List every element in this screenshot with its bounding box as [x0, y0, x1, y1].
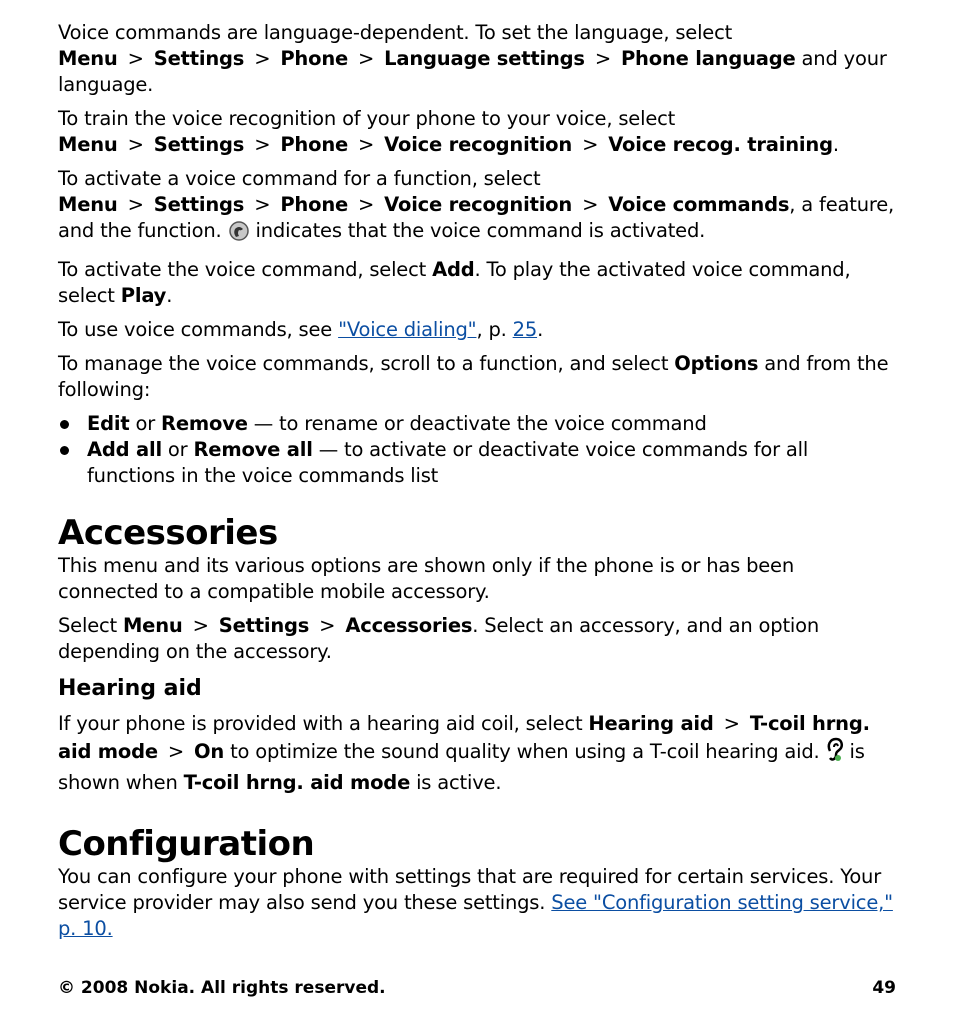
path-separator: > — [127, 193, 144, 216]
text: — to rename or deactivate the voice command — [247, 412, 707, 435]
text: . Select an accessory, and an option depending on the accessory. — [58, 614, 820, 663]
accessories-heading: Accessories — [58, 513, 278, 553]
menu-path-item: On — [194, 740, 225, 763]
path-separator: > — [127, 47, 144, 70]
text: . — [166, 284, 173, 307]
text: , p. — [476, 318, 513, 341]
menu-path-item: Menu — [122, 614, 183, 637]
option-name: Options — [674, 352, 759, 375]
copyright-notice: © 2008 Nokia. All rights reserved. — [58, 978, 386, 998]
paragraph-set-language — [58, 20, 896, 98]
menu-path-item: Hearing aid — [588, 712, 714, 735]
text: or — [161, 438, 194, 461]
configuration-heading: Configuration — [58, 824, 315, 864]
paragraph-train-voice — [58, 106, 896, 158]
configuration-setting-link[interactable]: See "Configuration setting service," p. 10. — [58, 891, 893, 940]
option-name: T-coil hrng. aid mode — [183, 771, 411, 794]
option-name: Remove — [161, 412, 248, 435]
page-number: 49 — [872, 978, 896, 998]
text: or — [129, 412, 162, 435]
path-separator: > — [167, 740, 185, 763]
option-name: Remove all — [193, 438, 313, 461]
menu-path-item: Phone — [280, 193, 349, 216]
menu-path-item: Voice recognition — [384, 133, 573, 156]
path-separator: > — [254, 193, 271, 216]
text: To use voice commands, see — [58, 318, 339, 341]
voice-command-icon — [228, 220, 250, 249]
text: Voice commands are language-dependent. To set the language, select — [58, 21, 733, 44]
path-separator: > — [594, 47, 611, 70]
menu-path-item: Settings — [218, 614, 310, 637]
menu-path-item: Settings — [153, 47, 245, 70]
paragraph-accessories-intro: This menu and its various options are shown only if the phone is or has been connected to a compatible mobile accessory. — [58, 554, 795, 603]
paragraph-hearing-aid — [58, 711, 896, 796]
text: To train the voice recognition of your phone to your voice, select — [58, 107, 676, 130]
option-name: Play — [120, 284, 167, 307]
list-item — [58, 437, 896, 489]
text: . — [832, 133, 839, 156]
text: Select — [58, 614, 123, 637]
menu-path-item: Phone — [280, 133, 349, 156]
paragraph-configuration — [58, 864, 896, 942]
menu-path-item: Accessories — [345, 614, 473, 637]
text: to optimize the sound quality when using a T-coil hearing aid. — [224, 740, 826, 763]
menu-path-item: Settings — [153, 133, 245, 156]
menu-path-item: Voice recog. training — [608, 133, 833, 156]
menu-path-item: Language settings — [384, 47, 585, 70]
text: To activate the voice command, select — [58, 258, 433, 281]
text: is active. — [410, 771, 502, 794]
voice-dialing-link[interactable]: "Voice dialing" — [338, 318, 477, 341]
menu-path-item: Phone language — [620, 47, 796, 70]
paragraph-add-play — [58, 257, 896, 309]
path-separator: > — [192, 614, 209, 637]
text: , a feature, and the function. — [58, 193, 895, 242]
text: . — [537, 318, 544, 341]
text: is shown when — [58, 740, 865, 794]
menu-path-item: Menu — [58, 193, 118, 216]
hearing-aid-subheading: Hearing aid — [58, 676, 202, 701]
path-separator: > — [358, 47, 375, 70]
path-separator: > — [582, 133, 599, 156]
text: If your phone is provided with a hearing aid coil, select — [58, 712, 589, 735]
path-separator: > — [319, 614, 336, 637]
options-list — [58, 411, 896, 489]
hearing-aid-icon — [826, 737, 844, 770]
page-25-link[interactable]: 25 — [512, 318, 538, 341]
menu-path-item: Settings — [153, 193, 245, 216]
page-content — [58, 20, 896, 942]
text: . To play the activated voice command, select — [58, 258, 851, 307]
text: and from the following: — [58, 352, 889, 401]
paragraph-manage-commands — [58, 351, 896, 403]
option-name: Edit — [87, 412, 130, 435]
path-separator: > — [127, 133, 144, 156]
menu-path-item: Voice commands — [608, 193, 790, 216]
text: and your language. — [58, 47, 887, 96]
list-item — [58, 411, 896, 437]
text: You can configure your phone with settings that are required for certain services. Your service provider may also send you these settings. — [58, 865, 882, 914]
path-separator: > — [358, 133, 375, 156]
page-footer — [58, 978, 896, 998]
paragraph-select-accessory — [58, 613, 896, 665]
paragraph-activate-command — [58, 166, 896, 249]
menu-path-item: Menu — [58, 133, 118, 156]
paragraph-use-commands — [58, 317, 896, 343]
text: To manage the voice commands, scroll to a function, and select — [58, 352, 675, 375]
path-separator: > — [358, 193, 375, 216]
menu-path-item: Phone — [280, 47, 349, 70]
option-name: Add — [432, 258, 475, 281]
text: indicates that the voice command is activated. — [249, 219, 706, 242]
text: — to activate or deactivate voice commands for all functions in the voice commands list — [87, 438, 809, 487]
menu-path-item: Voice recognition — [384, 193, 573, 216]
menu-path-item: Menu — [58, 47, 118, 70]
menu-path-item: T-coil hrng. aid mode — [58, 712, 870, 763]
path-separator: > — [254, 133, 271, 156]
text: To activate a voice command for a function, select — [58, 167, 541, 190]
path-separator: > — [254, 47, 271, 70]
path-separator: > — [582, 193, 599, 216]
path-separator: > — [723, 712, 740, 735]
option-name: Add all — [87, 438, 162, 461]
